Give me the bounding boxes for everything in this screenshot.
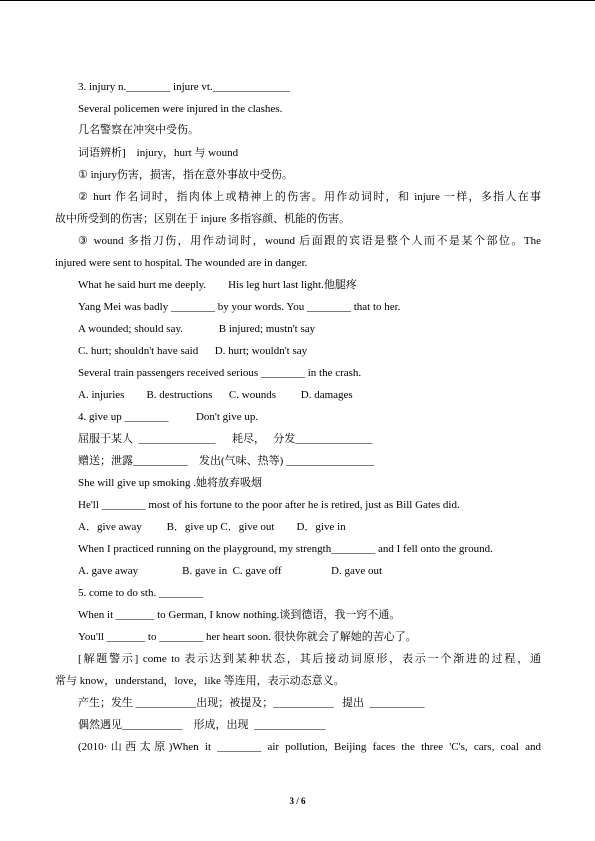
text-line: What he said hurt me deeply. His leg hurt last light.他腿疼 bbox=[78, 279, 357, 291]
text-line: 4. give up ________ Don't give up. bbox=[78, 411, 259, 423]
text-line: ② hurt 作名词时，指肉体上或精神上的伤害。用作动词时，和 injure 一样，多指人在事 bbox=[78, 191, 541, 203]
text-line: 几名警察在冲突中受伤。 bbox=[78, 124, 199, 136]
text-line: When I practiced running on the playground, my strength________ and I fell onto the ground. bbox=[78, 543, 493, 555]
top-border-line bbox=[0, 0, 595, 1]
text-line: 5. come to do sth. ________ bbox=[78, 587, 203, 599]
text-line: 词语辨析] injury，hurt 与 wound bbox=[78, 147, 239, 159]
text-line: 屈服于某人 ______________ 耗尽， 分发______________ bbox=[78, 433, 373, 445]
text-line: 赠送；泄露__________ 发出(气味、热等) ________________ bbox=[78, 455, 375, 467]
text-line: Yang Mei was badly ________ by your words. You ________ that to her. bbox=[78, 301, 401, 313]
text-line: When it _______ to German, I know nothing.谈到德语，我一窍不通。 bbox=[78, 609, 401, 621]
text-line: 偶然遇见___________ 形成，出现 _____________ bbox=[78, 719, 326, 731]
text-line: ③ wound 多指刀伤，用作动词时，wound 后面跟的宾语是整个人而不是某个部位。The bbox=[78, 235, 541, 247]
text-line: She will give up smoking .她将放弃吸烟 bbox=[78, 477, 262, 489]
text-line: ① injury伤害，损害，指在意外事故中受伤。 bbox=[78, 169, 293, 181]
text-line: 3. injury n.________ injure vt.______________ bbox=[78, 81, 290, 93]
text-line: Several policemen were injured in the clashes. bbox=[78, 103, 283, 115]
text-line: injured were sent to hospital. The wounded are in danger. bbox=[55, 257, 308, 269]
text-line: Several train passengers received serious ________ in the crash. bbox=[78, 367, 362, 379]
text-line: A. gave away B. gave in C. gave off D. gave out bbox=[78, 565, 383, 577]
text-line: C. hurt; shouldn't have said D. hurt; wouldn't say bbox=[78, 345, 308, 357]
text-line: He'll ________ most of his fortune to the poor after he is retired, just as Bill Gates did. bbox=[78, 499, 460, 511]
text-line: 常与 know，understand，love，like 等连用，表示动态意义。 bbox=[55, 675, 345, 687]
text-line: [解题警示] come to 表示达到某种状态，其后接动词原形，表示一个渐进的过程，通 bbox=[78, 653, 541, 665]
text-line: 故中所受到的伤害；区别在于 injure 多指容颜、机能的伤害。 bbox=[55, 213, 351, 225]
text-line: A．give away B．give up C．give out D．give in bbox=[78, 521, 346, 533]
text-line: A. injuries B. destructions C. wounds D. damages bbox=[78, 389, 353, 401]
text-line: A wounded; should say. B injured; mustn't say bbox=[78, 323, 316, 335]
text-line: (2010·山西太原)When it ________ air pollution, Beijing faces the three 'C's, cars, coal and bbox=[78, 741, 541, 753]
text-line: You'll _______ to ________ her heart soon. 很快你就会了解她的苦心了。 bbox=[78, 631, 417, 643]
page-number: 3 / 6 bbox=[289, 796, 306, 806]
text-line: 产生；发生 ___________出现；被提及；___________ 提出 __________ bbox=[78, 697, 425, 709]
